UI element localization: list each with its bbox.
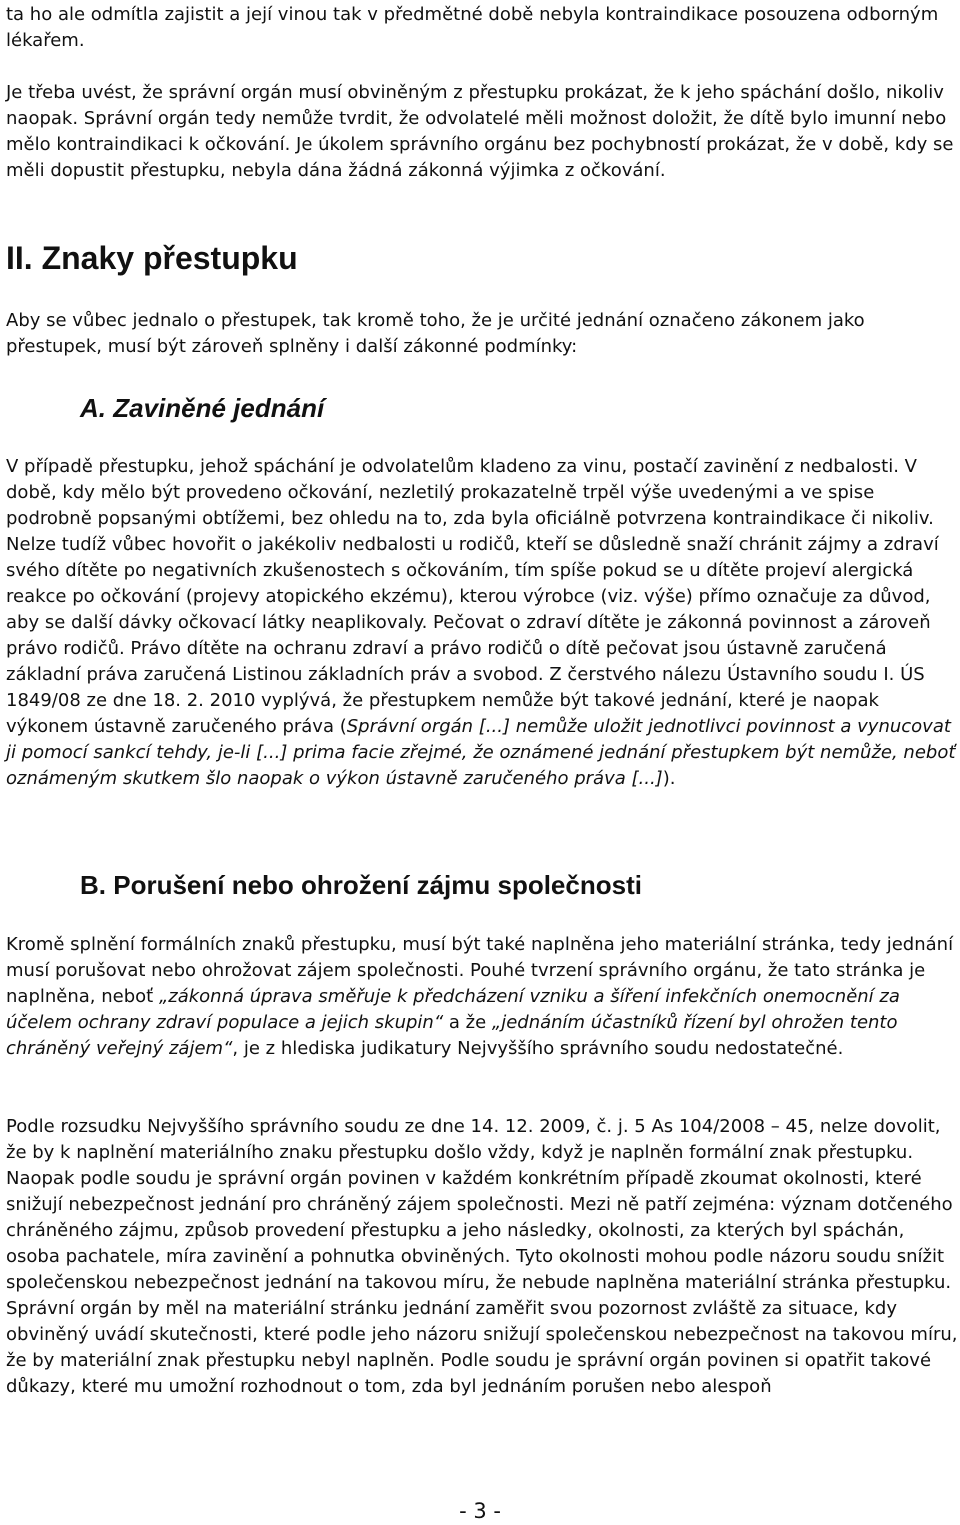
subheading-poruseni-zajmu bbox=[80, 870, 642, 900]
paragraph-negligence-text: V případě přestupku, jehož spáchání je odvolatelům kladeno za vinu, postačí zavinění z nedbalosti. V době, kdy mělo být provedeno očkování, nezletilý prokazatelně trpěl výše uvedenými a ve spise podrobně popsanými obtížemi, bez ohledu na to, zda byla oficiálně potvrzena kontraindikace či nikoliv. Nelze tudíž vůbec hovořit o jakékoliv nedbalosti u rodičů, kteří se důsledně snaží chránit zájmy a zdraví svého dítěte po negativních zkušenostech s očkováním, tím spíše pokud se u dítěte projeví alergická reakce po očkování (projevy atopického ekzému), kterou výrobce (viz. výše) přímo označuje za důvod, aby se další dávky očkovací látky neaplikovaly. Pečovat o zdraví dítěte je zákonná povinnost a zároveň právo rodičů. Právo dítěte na ochranu zdraví a právo rodičů o dítě pečovat jsou ústavně zaručená základní práva zaručená Listinou základních práv a svobod. Z čerstvého nálezu Ústavního soudu I. ÚS 1849/08 ze dne 18. 2. 2010 vyplývá, že přestupkem nemůže být takové jednání, které je naopak výkonem ústavně zaručeného práva ( bbox=[6, 456, 939, 737]
court-quote: Správní orgán [...] nemůže uložit jednotlivci povinnost a vynucovat ji pomocí sankcí tehdy, je-li [...] prima facie zřejmé, že oznámené jednání přestupkem být nemůže, neboť oznámeným skutkem šlo naopak o výkon ústavně zaručeného práva [...] bbox=[6, 716, 956, 789]
paragraph-supreme-court-ruling: Podle rozsudku Nejvyššího správního soudu ze dne 14. 12. 2009, č. j. 5 As 104/2008 – 45, nelze dovolit, že by k naplnění materiálního znaku přestupku došlo vždy, když je naplněn formální znak přestupku. Naopak podle soudu je správní orgán povinen v každém konkrétním případě zkoumat okolnosti, které snižují nebezpečnost jednání pro chráněný zájem společnosti. Mezi ně patří zejména: význam dotčeného chráněného zájmu, způsob provedení přestupku a jeho následky, okolnosti, za kterých byl spáchán, osoba pachatele, míra zavinění a pohnutka obviněných. Tyto okolnosti mohou podle názoru soudu snížit společenskou nebezpečnost jednání na takovou míru, že nebude naplněna materiální stránka přestupku. Správní orgán by měl na materiální stránku jednání zaměřit svou pozornost zvláště za situace, kdy obviněný uvádí skutečnosti, které podle jeho názoru snižují společenskou nebezpečnost na takovou míru, že by materiální znak přestupku nebyl naplněn. Podle soudu je správní orgán povinen si opatřit takové důkazy, které mu umožní rozhodnout o tom, zda byl jednáním porušen nebo alespoň bbox=[6, 1116, 958, 1397]
section-heading-znaky-prestupku: II. Znaky přestupku bbox=[6, 240, 298, 276]
paragraph-material-mid: a že bbox=[443, 1012, 492, 1033]
paragraph-intro-continuation: ta ho ale odmítla zajistit a její vinou tak v předmětné době nebyla kontraindikace posouzena odborným lékařem. bbox=[6, 4, 939, 51]
paragraph-material-aspect bbox=[6, 932, 958, 1062]
paragraph-material-text: Kromě splnění formálních znaků přestupku, musí být také naplněna jeho materiální stránka, tedy jednání musí porušovat nebo ohrožovat zájem společnosti. Pouhé tvrzení správního orgánu, že tato stránka je naplněna, neboť bbox=[6, 934, 954, 1007]
subheading-title: Porušení nebo ohrožení zájmu společnosti bbox=[106, 870, 642, 900]
subheading-zavinene-jednani: A. Zaviněné jednání bbox=[80, 393, 325, 423]
paragraph-negligence bbox=[6, 454, 958, 792]
paragraph-conditions: Aby se vůbec jednalo o přestupek, tak kromě toho, že je určité jednání označeno zákonem jako přestupek, musí být zároveň splněny i další zákonné podmínky: bbox=[6, 310, 865, 357]
page-number: - 3 - bbox=[459, 1499, 501, 1523]
quote-legal-regulation: „zákonná úprava směřuje k předcházení vzniku a šíření infekčních onemocnění za účelem ochrany zdraví populace a jejich skupin“ bbox=[6, 986, 900, 1033]
quote-protected-interest: „jednáním účastníků řízení byl ohrožen tento chráněný veřejný zájem“ bbox=[6, 1012, 898, 1059]
paragraph-burden-of-proof: Je třeba uvést, že správní orgán musí obviněným z přestupku prokázat, že k jeho spáchání došlo, nikoliv naopak. Správní orgán tedy nemůže tvrdit, že odvolatelé měli možnost doložit, že dítě bylo imunní nebo mělo kontraindikaci k očkování. Je úkolem správního orgánu bez pochybností prokázat, že v době, kdy se měli dopustit přestupku, nebyla dána žádná zákonná výjimka z očkování. bbox=[6, 82, 954, 181]
paragraph-negligence-end: ). bbox=[662, 768, 676, 789]
subheading-letter: B. bbox=[80, 870, 106, 900]
paragraph-material-end: , je z hlediska judikatury Nejvyššího správního soudu nedostatečné. bbox=[232, 1038, 844, 1059]
